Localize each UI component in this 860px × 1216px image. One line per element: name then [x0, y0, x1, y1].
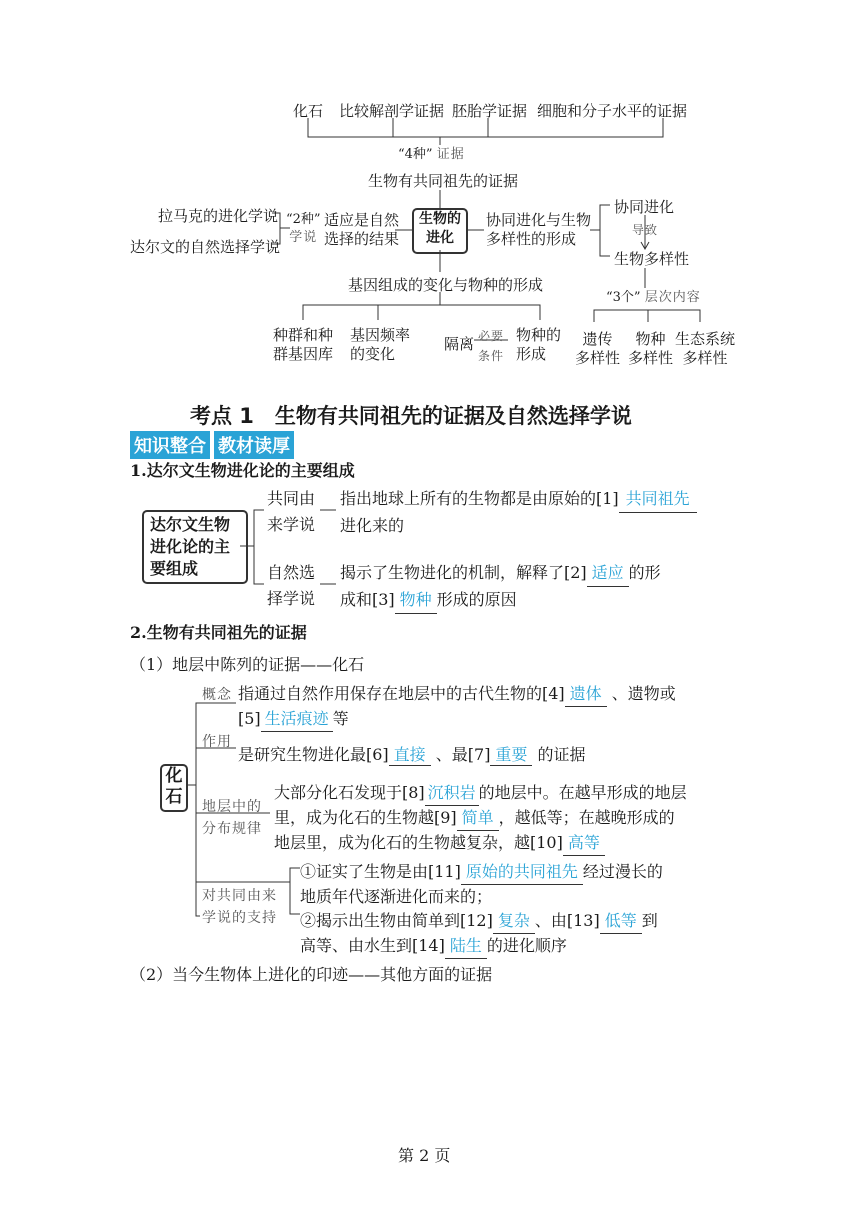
- common-descent-desc: 指出地球上所有的生物都是由原始的[1] 共同祖先 进化来的: [340, 486, 697, 539]
- coevolution: 协同进化: [614, 198, 675, 216]
- blank-10: 高等: [563, 831, 605, 856]
- concept-text: 指通过自然作用保存在地层中的古代生物的[4] 遗体 、遗物或 [5] 生活痕迹 等: [238, 682, 676, 732]
- blank-1: 共同祖先: [619, 486, 697, 513]
- natural-selection-label: 自然选 择学说: [267, 563, 316, 608]
- support-text: ①证实了生物是由[11] 原始的共同祖先 经过漫长的 地质年代逐渐进化而来的； ②揭示出生物由简单到[12] 复杂 、由[13] 低等 到 高等、由水生到[14] 陆生 的进化顺序: [300, 860, 663, 959]
- s1-heading: 1.达尔文生物进化论的主要组成: [130, 461, 355, 480]
- species-formation: 物种的 形成: [516, 326, 562, 363]
- support-label: 对共同由来 学说的支持: [202, 888, 277, 926]
- four-kinds-label: “4种” 证据: [398, 147, 465, 162]
- s2-sub1: （1）地层中陈列的证据——化石: [130, 655, 365, 674]
- adaptation-text: 适应是自然 选择的结果: [324, 211, 400, 248]
- gene-frequency-change: 基因频率 的变化: [350, 326, 411, 363]
- darwin-theory: 达尔文的自然选择学说: [130, 238, 281, 256]
- evidence-molecular: 细胞和分子水平的证据: [537, 102, 688, 120]
- role-label: 作用: [202, 734, 232, 750]
- isolation: 隔离: [444, 335, 475, 353]
- species-diversity: 物种 多样性: [628, 330, 674, 367]
- tag-knowledge: 知识整合: [130, 431, 210, 459]
- blank-12: 复杂: [493, 909, 535, 934]
- blank-11: 原始的共同祖先: [461, 860, 583, 885]
- necessary-condition: 必要 条件: [478, 329, 505, 363]
- role-text: 是研究生物进化最[6] 直接 、最[7] 重要 的证据: [238, 742, 586, 766]
- genetic-diversity: 遗传 多样性: [575, 330, 621, 367]
- blank-6: 直接: [389, 742, 431, 766]
- section-title: 考点 1 生物有共同祖先的证据及自然选择学说: [190, 404, 632, 428]
- blank-4: 遗体: [565, 682, 607, 707]
- common-descent-label: 共同由 来学说: [267, 489, 316, 534]
- darwin-theory-box: 达尔文生物 进化论的主 要组成: [142, 510, 248, 584]
- concept-label: 概念: [202, 687, 232, 703]
- page-number: 第 2 页: [398, 1146, 451, 1165]
- natural-selection-desc: 揭示了生物进化的机制，解释了[2] 适应 的形 成和[3] 物种 形成的原因: [340, 560, 661, 614]
- blank-5: 生活痕迹: [261, 707, 333, 732]
- two-kinds-label: “2种” 学说: [286, 212, 321, 245]
- evidence-embryo: 胚胎学证据: [452, 102, 528, 120]
- gene-change-speciation: 基因组成的变化与物种的形成: [348, 276, 544, 294]
- common-ancestor-evidence: 生物有共同祖先的证据: [368, 172, 519, 190]
- distribution-text: 大部分化石发现于[8] 沉积岩 的地层中。在越早形成的地层 里，成为化石的生物越[9] 简单 ，越低等；在越晚形成的 地层里，成为化石的生物越复杂，越[10] 高等: [274, 781, 687, 856]
- three-levels-label: “3个” 层次内容: [606, 290, 701, 305]
- blank-13: 低等: [600, 909, 642, 934]
- s2-heading: 2.生物有共同祖先的证据: [130, 623, 307, 642]
- s2-sub2: （2）当今生物体上进化的印迹——其他方面的证据: [130, 965, 493, 984]
- coevolution-text: 协同进化与生物 多样性的形成: [486, 211, 592, 248]
- population-gene-pool: 种群和种 群基因库: [273, 326, 334, 363]
- evidence-fossil: 化石: [293, 102, 324, 120]
- evidence-anatomy: 比较解剖学证据: [339, 102, 445, 120]
- distribution-label: 地层中的 分布规律: [202, 799, 262, 837]
- evolution-center-box: 生物的 进化: [412, 208, 468, 254]
- blank-7: 重要: [490, 742, 532, 766]
- biodiversity: 生物多样性: [614, 250, 690, 268]
- blank-14: 陆生: [445, 934, 487, 959]
- blank-8: 沉积岩: [425, 781, 479, 806]
- leads-to: 导致: [632, 223, 659, 237]
- tag-textbook: 教材读厚: [214, 431, 294, 459]
- ecosystem-diversity: 生态系统 多样性: [675, 330, 736, 367]
- blank-2: 适应: [587, 560, 629, 587]
- lamarck-theory: 拉马克的进化学说: [158, 207, 279, 225]
- blank-9: 简单: [457, 806, 499, 831]
- blank-3: 物种: [395, 587, 437, 614]
- fossil-box: 化 石: [160, 764, 188, 812]
